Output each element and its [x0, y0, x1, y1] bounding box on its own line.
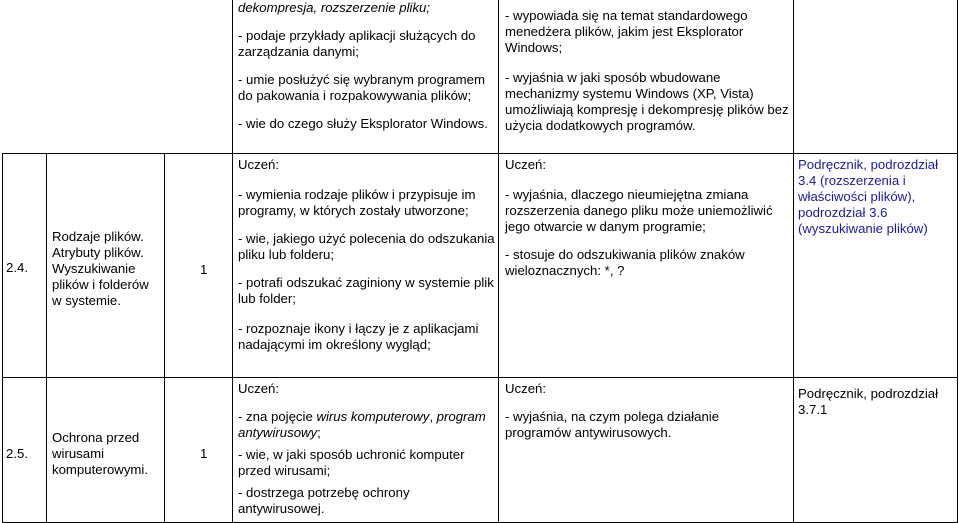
- row-separator: [2, 153, 958, 154]
- table-divider: [164, 154, 165, 523]
- row-number: [6, 446, 44, 462]
- row-number: [6, 260, 44, 276]
- hours-cell: [200, 262, 220, 278]
- list-item: - wie do czego służy Eksplorator Windows.: [238, 116, 488, 131]
- list-item-text: - zna pojęcie: [238, 409, 317, 424]
- topic-text: Rodzaje plików. Atrybuty plików. Wyszukiwanie plików i folderów w systemie.: [52, 229, 149, 308]
- hours-text: 1: [200, 262, 208, 277]
- references-text: Podręcznik, podrozdział 3.7.1: [798, 386, 939, 417]
- list-item-text: ;: [317, 425, 321, 440]
- row-number-text: 2.5.: [6, 446, 28, 461]
- hours-text: 1: [200, 446, 208, 461]
- references-cell: [798, 157, 955, 237]
- list-item: - umie posłużyć się wybranym programem do pakowania i rozpakowywania plików;: [238, 72, 485, 103]
- table-divider: [46, 154, 47, 523]
- list-item: - wie, jakiego użyć polecenia do odszukania pliku lub folderu;: [238, 231, 495, 262]
- term-text: wirus komputerowy: [316, 409, 430, 424]
- list-item: - wie, w jaki sposób uchronić komputer przed wirusami;: [238, 447, 465, 478]
- table-divider: [232, 0, 233, 523]
- row-separator: [2, 377, 958, 378]
- topic-text: Ochrona przed wirusami komputerowymi.: [52, 430, 149, 477]
- table-border-left: [2, 154, 3, 523]
- cell-heading: Uczeń:: [238, 381, 280, 396]
- list-item: - podaje przykłady aplikacji służących do zarządzania danymi;: [238, 28, 476, 59]
- references-text: Podręcznik, podrozdział 3.4 (rozszerzenia i właściwości plików), podrozdział 3.6 (wyszukiwanie plików): [798, 157, 939, 236]
- hours-cell: [200, 446, 220, 462]
- top-basic-cell: [238, 0, 494, 132]
- references-cell: [798, 386, 955, 418]
- advanced-requirements-cell: [505, 157, 787, 279]
- basic-requirements-cell: [238, 381, 496, 517]
- list-item: - wyjaśnia, dlaczego nieumiejętna zmiana rozszerzenia danego pliku może uniemożliwić jego otwarcie w danym programie;: [505, 187, 773, 234]
- term-text: program antywirusowy: [238, 409, 486, 440]
- list-item: - wypowiada się na temat standardowego menedżera plików, jakim jest Eksplorator Windows;: [505, 8, 748, 55]
- cell-heading: Uczeń:: [505, 381, 547, 396]
- table-border-right: [957, 0, 958, 523]
- list-item-text: ,: [429, 409, 437, 424]
- row-number-text: 2.4.: [6, 260, 28, 275]
- basic-requirements-cell: [238, 157, 496, 353]
- table-divider: [793, 0, 794, 523]
- list-item: - stosuje do odszukiwania plików znaków wieloznacznych: *, ?: [505, 247, 745, 278]
- advanced-requirements-cell: [505, 381, 787, 441]
- table-divider: [498, 0, 499, 523]
- list-item: [238, 409, 496, 441]
- list-item: - wymienia rodzaje plików i przypisuje im programy, w których zostały utworzone;: [238, 187, 476, 218]
- list-item: - potrafi odszukać zaginiony w systemie plik lub folder;: [238, 275, 494, 306]
- list-item: - wyjaśnia w jaki sposób wbudowane mechanizmy systemu Windows (XP, Vista) umożliwiają kompresję i dekompresję plików bez użycia dodatkowych programów.: [505, 70, 789, 133]
- cell-heading: Uczeń:: [505, 157, 547, 172]
- topic-cell: [52, 430, 160, 478]
- list-item: - dostrzega potrzebę ochrony antywirusowej.: [238, 485, 410, 516]
- list-item: - rozpoznaje ikony i łączy je z aplikacjami nadającymi im określony wygląd;: [238, 321, 479, 352]
- list-item: - wyjaśnia, na czym polega działanie programów antywirusowych.: [505, 409, 720, 440]
- topic-cell: [52, 229, 160, 309]
- cell-heading: Uczeń:: [238, 157, 280, 172]
- list-item: dekompresja, rozszerzenie pliku;: [238, 0, 431, 15]
- top-advanced-cell: [505, 8, 789, 134]
